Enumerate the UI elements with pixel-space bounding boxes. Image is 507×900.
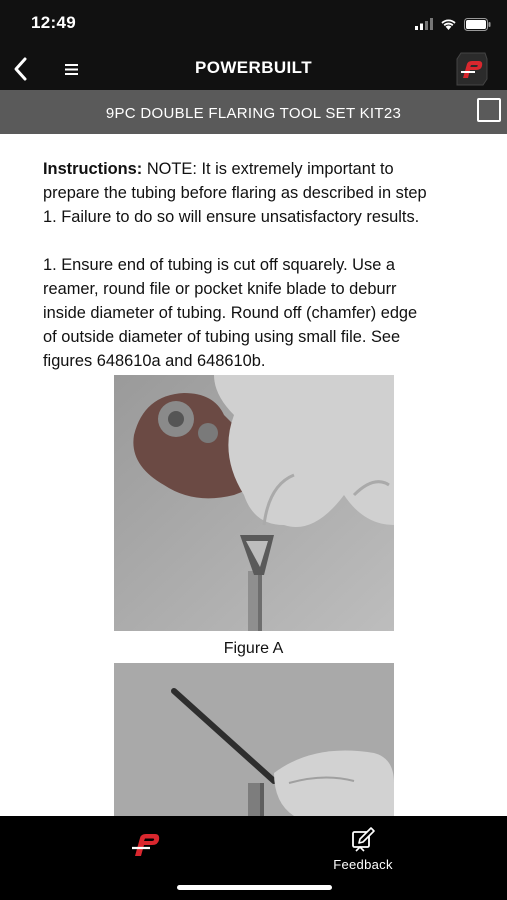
step1-line: of outside diameter of tubing using small file. See (43, 328, 401, 346)
product-title-bar (0, 90, 507, 134)
powerbuilt-logo-button[interactable] (455, 51, 489, 87)
home-indicator[interactable] (177, 885, 332, 890)
step1-line: figures 648610a and 648610b. (43, 352, 266, 370)
figure-a-caption: Figure A (223, 640, 284, 657)
app-header (0, 48, 507, 90)
intro-line: 1. Failure to do so will ensure unsatisfactory results. (43, 208, 420, 226)
page-title: POWERBUILT (194, 58, 312, 77)
intro-paragraph (43, 157, 465, 229)
step1-line: inside diameter of tubing. Round off (chamfer) edge (43, 304, 418, 322)
status-icons (415, 15, 491, 33)
cellular-signal-icon (415, 18, 433, 30)
intro-line: Instructions: NOTE: It is extremely important to (43, 160, 394, 178)
step1-line: 1. Ensure end of tubing is cut off squarely. Use a (43, 256, 395, 274)
status-time: 12:49 (31, 13, 76, 32)
tab-feedback[interactable] (320, 824, 406, 884)
powerbuilt-logo-icon (455, 51, 489, 87)
select-checkbox[interactable] (477, 98, 501, 122)
figure-a-image (114, 375, 394, 631)
instructions-label: Instructions: (43, 160, 143, 178)
instructions-content[interactable] (0, 134, 507, 816)
step1-paragraph (43, 253, 465, 373)
intro-line: prepare the tubing before flaring as described in step (43, 184, 427, 202)
wifi-icon (440, 18, 457, 30)
step1-line: reamer, round file or pocket knife blade to deburr (43, 280, 397, 298)
feedback-label: Feedback (333, 857, 393, 872)
powerbuilt-logo-icon (124, 824, 168, 864)
figure-b-image (114, 663, 394, 816)
status-bar (0, 0, 507, 48)
feedback-edit-icon (350, 826, 376, 852)
product-title: 9PC DOUBLE FLARING TOOL SET KIT23 (105, 105, 402, 122)
tab-home[interactable] (124, 824, 168, 864)
battery-icon (464, 18, 491, 31)
